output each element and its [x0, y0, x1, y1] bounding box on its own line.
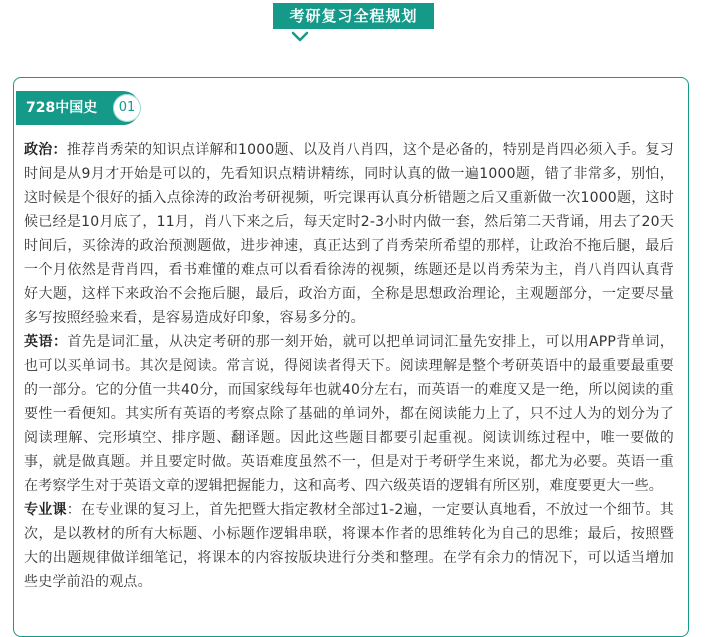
article-body — [24, 138, 674, 594]
major-course-text: ：在专业课的复习上，首先把暨大指定教材全部过1-2遍，一定要认真地看，不放过一个细节。其次，是以教材的所有大标题、小标题作逻辑串联，将课本作者的思维转化为自己的思维；最后，按照暨大的出题规律做详细笔记，将课本的内容按版块进行分类和整理。在学有余力的情况下，可以适当增加些史学前沿的观点。 — [24, 502, 674, 590]
english-text: 首先是词汇量，从决定考研的那一刻开始，就可以把单词词汇量先安排上，可以用APP背单词，也可以买单词书。其次是阅读。常言说，得阅读者得天下。阅读理解是整个考研英语中的最重要最重要的一部分。它的分值一共40分，而国家线每年也就40分左右，而英语一的难度又是一绝，所以阅读的重要性一看便知。其实所有英语的考察点除了基础的单词外，都在阅读能力上了，只不过人为的划分为了阅读理解、完形填空、排序题、翻译题。因此这些题目都要引起重视。阅读训练过程中，唯一要做的事，就是做真题。并且要定时做。英语难度虽然不一，但是对于考研学生来说，都尤为必要。英语一重在考察学生对于英语文章的逻辑把握能力，这和高考、四六级英语的逻辑有所区别，难度要更大一些。 — [24, 334, 674, 494]
page-banner-title: 考研复习全程规划 — [273, 3, 434, 29]
section-number-badge: 01 — [113, 94, 141, 122]
politics-paragraph — [24, 138, 674, 330]
chevron-down-icon — [290, 30, 310, 44]
major-course-paragraph — [24, 498, 674, 594]
english-paragraph — [24, 330, 674, 498]
politics-heading: 政治： — [24, 142, 67, 158]
english-heading: 英语： — [24, 334, 68, 350]
section-tab-label: 728中国史 — [26, 100, 98, 116]
politics-text: 推荐肖秀荣的知识点详解和1000题、以及肖八肖四，这个是必备的，特别是肖四必须入手。复习时间是从9月才开始是可以的，先看知识点精讲精练，同时认真的做一遍1000题，错了非常多，别怕，这时候是个很好的插入点徐涛的政治考研视频，听完课再认真分析错题之后又重新做一次1000题，这时候已经是10月底了，11月，肖八下来之后，每天定时2-3小时内做一套，然后第二天背诵，用去了20天时间后，买徐涛的政治预测题做，进步神速，真正达到了肖秀荣所希望的那样，让政治不拖后腿，最后一个月依然是背肖四，看书难懂的难点可以看看徐涛的视频，练题还是以肖秀荣为主，肖八肖四认真背好大题，这样下来政治不会拖后腿，最后，政治方面，全称是思想政治理论，主观题部分，一定要尽量多写按照经验来看，是容易造成好印象，容易多分的。 — [24, 142, 674, 326]
major-course-heading: 专业课 — [24, 502, 67, 518]
section-tab — [16, 91, 140, 125]
